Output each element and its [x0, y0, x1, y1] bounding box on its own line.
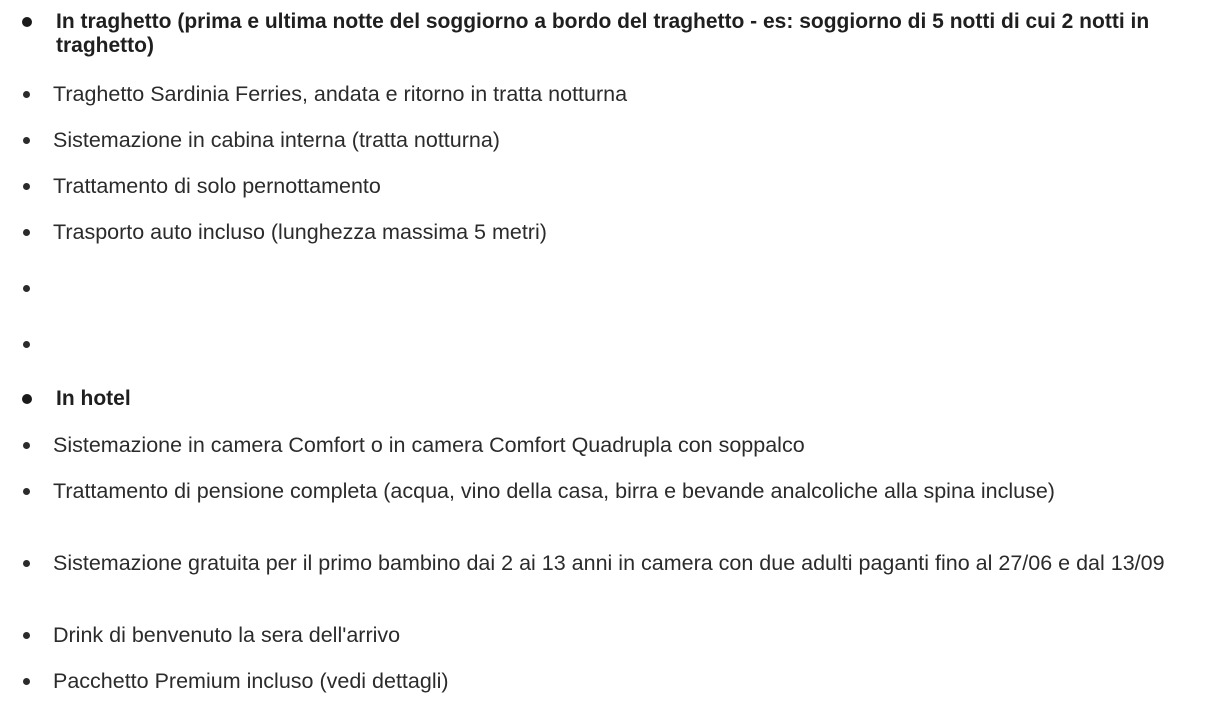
list-item-text: Sistemazione in cabina interna (tratta notturna): [53, 128, 500, 152]
bullet-icon: [23, 341, 30, 348]
bullet-icon: [23, 229, 30, 236]
bullet-icon: [22, 17, 32, 27]
bullet-icon: [23, 560, 30, 567]
bullet-icon: [23, 488, 30, 495]
bullet-icon: [23, 285, 30, 292]
list-item-text: Traghetto Sardinia Ferries, andata e ritorno in tratta notturna: [53, 82, 628, 106]
bullet-icon: [23, 91, 30, 98]
bullet-icon: [23, 442, 30, 449]
list-item-text: Sistemazione gratuita per il primo bambino dai 2 ai 13 anni in camera con due adulti paganti fino al 27/06 e dal 13/09: [53, 551, 1165, 575]
section-heading-text: In hotel: [56, 387, 131, 410]
bullet-icon: [23, 183, 30, 190]
list-item-text: Sistemazione in camera Comfort o in camera Comfort Quadrupla con soppalco: [53, 433, 805, 457]
bullet-icon: [23, 678, 30, 685]
section-heading-text: In traghetto (prima e ultima notte del soggiorno a bordo del traghetto - es: soggiorno di 5 notti di cui 2 notti in traghetto): [56, 10, 1150, 57]
bullet-icon: [23, 137, 30, 144]
list-item-text: Trattamento di pensione completa (acqua, vino della casa, birra e bevande analcoliche alla spina incluse): [53, 479, 1055, 503]
list-item-text: Pacchetto Premium incluso (vedi dettagli): [53, 669, 449, 693]
bullet-icon: [22, 394, 32, 404]
list-item-text: Drink di benvenuto la sera dell'arrivo: [53, 623, 401, 647]
bullet-icon: [23, 632, 30, 639]
list-item-text: Trasporto auto incluso (lunghezza massima 5 metri): [53, 220, 547, 244]
list-item-text: Trattamento di solo pernottamento: [53, 174, 381, 198]
